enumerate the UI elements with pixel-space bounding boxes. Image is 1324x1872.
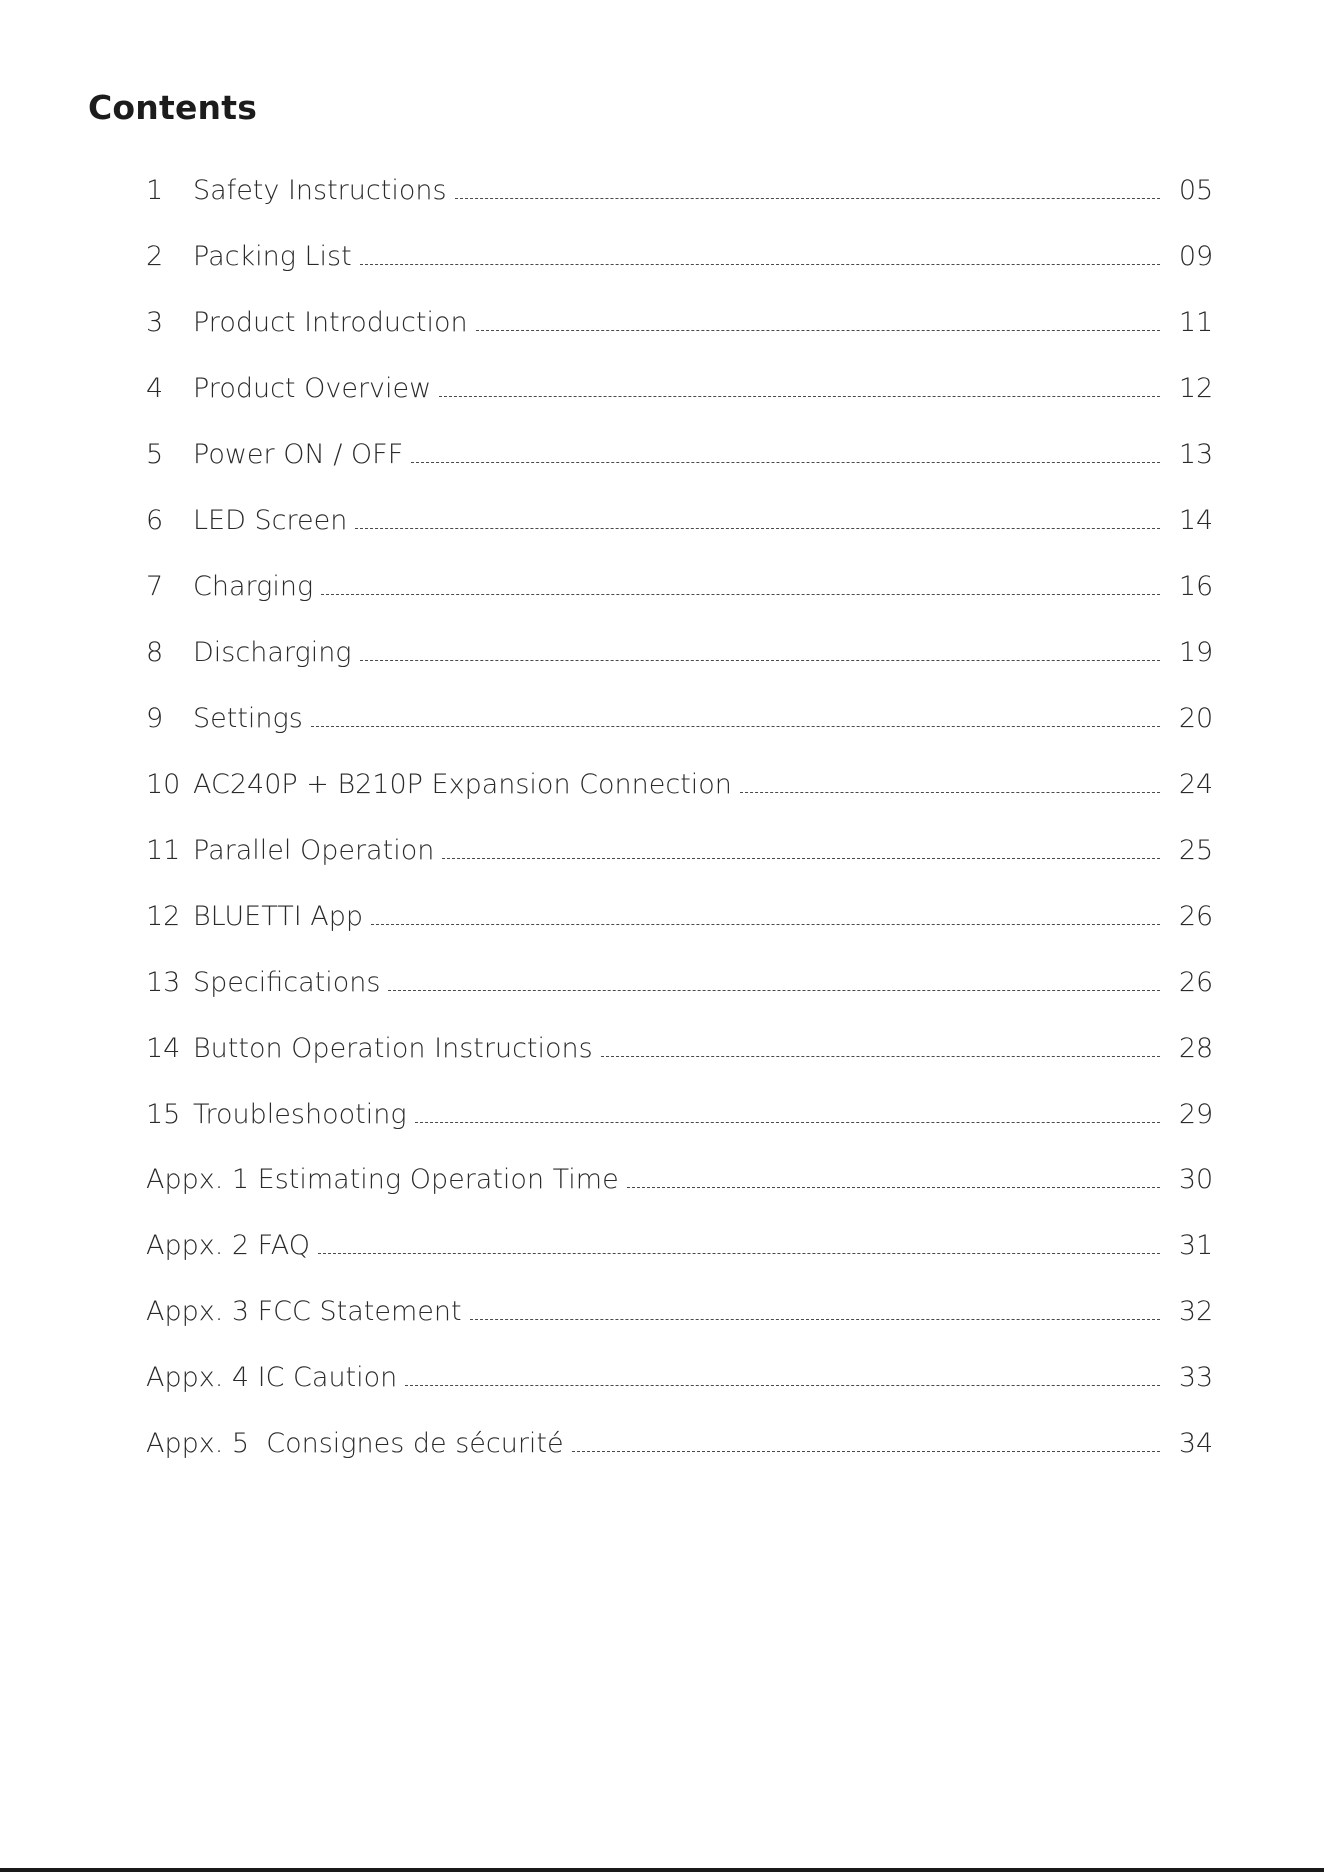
toc-entry-page: 26	[1178, 901, 1214, 932]
toc-entry-title: Specifications	[193, 967, 381, 998]
dotted-leader	[405, 1385, 1160, 1386]
toc-entry-page: 09	[1178, 241, 1214, 272]
toc-entry[interactable]	[0, 831, 1324, 871]
toc-entry-title: AC240P + B210P Expansion Connection	[193, 769, 732, 800]
toc-entry[interactable]	[0, 171, 1324, 211]
toc-entry-title: Button Operation Instructions	[193, 1033, 593, 1064]
toc-entry[interactable]	[0, 501, 1324, 541]
dotted-leader	[321, 594, 1160, 595]
toc-entry[interactable]	[0, 369, 1324, 409]
toc-entry-page: 16	[1178, 571, 1214, 602]
toc-appendix-entry[interactable]	[0, 1160, 1324, 1200]
toc-entry-number: 2	[146, 241, 164, 272]
toc-entry-title: BLUETTI App	[193, 901, 364, 932]
toc-entry[interactable]	[0, 1029, 1324, 1069]
toc-entry-title: Product Introduction	[193, 307, 468, 338]
toc-entry-page: 32	[1178, 1296, 1214, 1327]
toc-appendix-entry[interactable]	[0, 1424, 1324, 1464]
toc-entry-title: Settings	[193, 703, 303, 734]
toc-entry[interactable]	[0, 303, 1324, 343]
page-title: Contents	[88, 88, 258, 127]
toc-entry-page: 11	[1178, 307, 1214, 338]
toc-entry-number: 15	[146, 1099, 181, 1130]
dotted-leader	[360, 660, 1160, 661]
dotted-leader	[740, 792, 1160, 793]
dotted-leader	[360, 264, 1160, 265]
toc-entry-number: 11	[146, 835, 181, 866]
toc-entry-page: 12	[1178, 373, 1214, 404]
dotted-leader	[470, 1319, 1160, 1320]
toc-entry-page: 25	[1178, 835, 1214, 866]
dotted-leader	[311, 726, 1160, 727]
toc-entry-number: 1	[146, 175, 164, 206]
toc-entry-title: Product Overview	[193, 373, 432, 404]
toc-entry-page: 19	[1178, 637, 1214, 668]
toc-entry-number: 7	[146, 571, 164, 602]
toc-entry-title: Appx. 2 FAQ	[146, 1230, 310, 1261]
toc-entry-title: Packing List	[193, 241, 352, 272]
toc-entry-page: 24	[1178, 769, 1214, 800]
toc-entry-number: 4	[146, 373, 164, 404]
toc-entry-page: 13	[1178, 439, 1214, 470]
toc-entry-page: 29	[1178, 1099, 1214, 1130]
toc-entry-title: Power ON / OFF	[193, 439, 404, 470]
toc-appendix-entry[interactable]	[0, 1358, 1324, 1398]
toc-appendix-entry[interactable]	[0, 1292, 1324, 1332]
toc-entry-page: 26	[1178, 967, 1214, 998]
toc-entry-number: 8	[146, 637, 164, 668]
toc-appendix-entry[interactable]	[0, 1226, 1324, 1266]
toc-entry-number: 10	[146, 769, 181, 800]
toc-entry-number: 5	[146, 439, 164, 470]
toc-entry-title: Safety Instructions	[193, 175, 447, 206]
toc-entry-page: 30	[1178, 1164, 1214, 1195]
page-bottom-rule	[0, 1868, 1324, 1872]
toc-entry[interactable]	[0, 765, 1324, 805]
toc-entry-title: Appx. 1 Estimating Operation Time	[146, 1164, 619, 1195]
toc-entry[interactable]	[0, 897, 1324, 937]
dotted-leader	[371, 924, 1160, 925]
toc-entry-page: 20	[1178, 703, 1214, 734]
toc-entry-number: 14	[146, 1033, 181, 1064]
toc-entry-page: 14	[1178, 505, 1214, 536]
toc-entry-title: Discharging	[193, 637, 352, 668]
toc-entry-number: 13	[146, 967, 181, 998]
dotted-leader	[439, 396, 1160, 397]
dotted-leader	[355, 528, 1160, 529]
toc-entry[interactable]	[0, 435, 1324, 475]
toc-entry-title: Appx. 5 Consignes de sécurité	[146, 1428, 564, 1459]
dotted-leader	[572, 1451, 1160, 1452]
toc-entry-page: 28	[1178, 1033, 1214, 1064]
toc-entry-number: 6	[146, 505, 164, 536]
dotted-leader	[415, 1122, 1160, 1123]
dotted-leader	[442, 858, 1160, 859]
toc-entry-title: Parallel Operation	[193, 835, 435, 866]
dotted-leader	[455, 198, 1160, 199]
dotted-leader	[476, 330, 1160, 331]
dotted-leader	[627, 1187, 1160, 1188]
toc-entry-title: Charging	[193, 571, 314, 602]
toc-entry-number: 9	[146, 703, 164, 734]
toc-entry[interactable]	[0, 237, 1324, 277]
toc-entry-page: 33	[1178, 1362, 1214, 1393]
toc-entry-page: 34	[1178, 1428, 1214, 1459]
toc-entry[interactable]	[0, 699, 1324, 739]
toc-entry-title: Troubleshooting	[193, 1099, 407, 1130]
toc-entry[interactable]	[0, 963, 1324, 1003]
toc-entry-page: 31	[1178, 1230, 1214, 1261]
toc-entry-title: Appx. 4 IC Caution	[146, 1362, 398, 1393]
dotted-leader	[388, 990, 1160, 991]
toc-entry[interactable]	[0, 567, 1324, 607]
dotted-leader	[318, 1253, 1160, 1254]
dotted-leader	[601, 1056, 1160, 1057]
toc-entry-title: LED Screen	[193, 505, 348, 536]
toc-entry-title: Appx. 3 FCC Statement	[146, 1296, 462, 1327]
dotted-leader	[411, 462, 1160, 463]
toc-entry-page: 05	[1178, 175, 1214, 206]
toc-entry[interactable]	[0, 1095, 1324, 1135]
toc-entry-number: 3	[146, 307, 164, 338]
toc-entry-number: 12	[146, 901, 181, 932]
toc-entry[interactable]	[0, 633, 1324, 673]
